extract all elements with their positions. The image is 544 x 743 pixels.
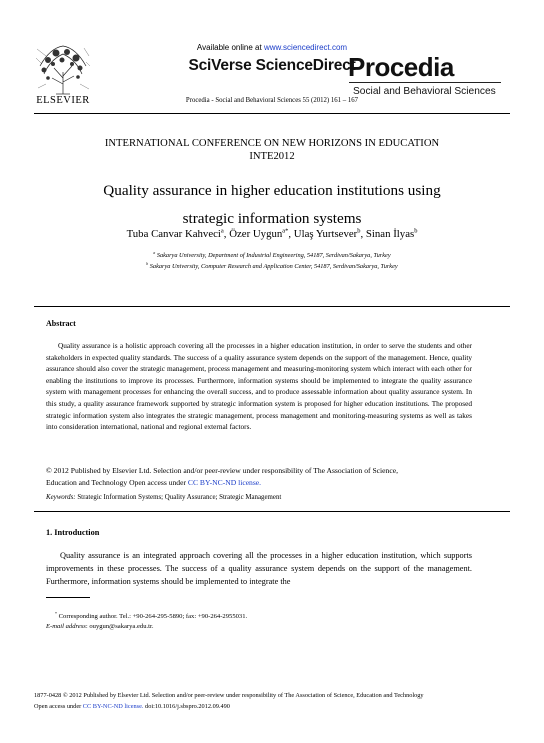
procedia-logo: Procedia — [348, 52, 454, 82]
sciencedirect-link[interactable]: www.sciencedirect.com — [263, 43, 348, 52]
affiliation: $^a$ Sakarya University, Department of Industrial Engineering, 54187, Serdivan/Sakarya, Turkey — [153, 250, 391, 259]
procedia-subtitle: Social and Behavioral Sciences — [353, 86, 496, 97]
author-email[interactable]: : ouygun@sakarya.edu.tr. — [85, 623, 154, 630]
author: Sinan İlyas$^b$ — [365, 227, 418, 240]
sciverse-sciencedirect-logo: SciVerse ScienceDirect — [188, 57, 356, 74]
author-list — [0, 228, 544, 240]
abstract-bottom-rule — [34, 511, 510, 512]
journal-citation: Procedia - Social and Behavioral Sciences 55 (2012) 161 – 167 — [185, 97, 359, 104]
affiliation: $^b$ Sakarya University, Computer Research and Application Center, 54187, Serdivan/Sakarya, Turkey — [146, 261, 398, 270]
footer-license-link[interactable]: CC BY-NC-ND license. — [82, 703, 144, 710]
author: Ulaş Yurtsever$^b$, — [293, 227, 366, 240]
abstract-body: Quality assurance is a holistic approach covering all the processes in a higher education institution, in order to serve the students and other stakeholders in expected quality standards. The success of a quality assurance system depends on the support of the management. Hence, quality assurance should also cover the strategic management, process management and measuring-monitoring system which interact with each other for enabling the institutions to improve its processes. Furthermore, information systems should be implemented to integrate the quality assurance system with management processes for enhancing the overall success, and to produce assessable information about quality assurance system. In this study, a quality assurance framework supported by strategic information system is proposed for higher education institutions. The proposed strategic information system also integrates the strategic management, process management and monitoring-measuring systems as well as takes into consideration international, national and regional external factors. — [46, 341, 472, 432]
section-heading: 1. Introduction — [46, 528, 100, 537]
copyright-notice: © 2012 Published by Elsevier Ltd. Selection and/or peer-review under responsibility of The Association of Science, Education and Technology Open access under CC BY-NC-ND license. — [46, 466, 398, 487]
elsevier-wordmark: ELSEVIER — [36, 95, 90, 106]
keywords: Keywords: Strategic Information Systems; Quality Assurance; Strategic Management — [46, 494, 282, 501]
procedia-logo-rule — [349, 82, 501, 83]
author: Tuba Canvar Kahveci$^a$, — [126, 227, 230, 240]
available-online: Available online at www.sciencedirect.com — [196, 43, 348, 52]
paper-title: Quality assurance in higher education institutions using strategic information systems — [103, 182, 441, 227]
introduction-body: Quality assurance is an integrated approach covering all the processes in a higher education institution, which supports improvements in these processes. The success of a quality assurance system depends on the support of the management. Furthermore, information systems should be implemented to integrate the — [46, 551, 472, 587]
affiliations — [0, 251, 544, 272]
conference-name: INTERNATIONAL CONFERENCE ON NEW HORIZONS IN EDUCATION INTE2012 — [104, 138, 440, 163]
footnote: * Corresponding author. Tel.: +90-264-295-5890; fax: +90-264-2955031. E-mail address: ouygun@sakarya.edu.tr. — [46, 610, 248, 630]
author: Özer Uygun$^{a*}$, — [229, 227, 294, 240]
header-rule — [34, 113, 510, 114]
abstract-heading: Abstract — [46, 319, 76, 328]
doi[interactable]: doi:10.1016/j.sbspro.2012.09.490 — [143, 703, 230, 710]
license-link[interactable]: CC BY-NC-ND license. — [187, 477, 262, 487]
abstract-top-rule — [34, 306, 510, 307]
footnote-rule — [46, 597, 90, 598]
page-footer: 1877-0428 © 2012 Published by Elsevier Ltd. Selection and/or peer-review under responsibility of The Association of Science, Education and Technology Open access under CC BY-NC-ND license. doi:10.1016/j.sbspro.2012.09.490 — [34, 692, 424, 710]
